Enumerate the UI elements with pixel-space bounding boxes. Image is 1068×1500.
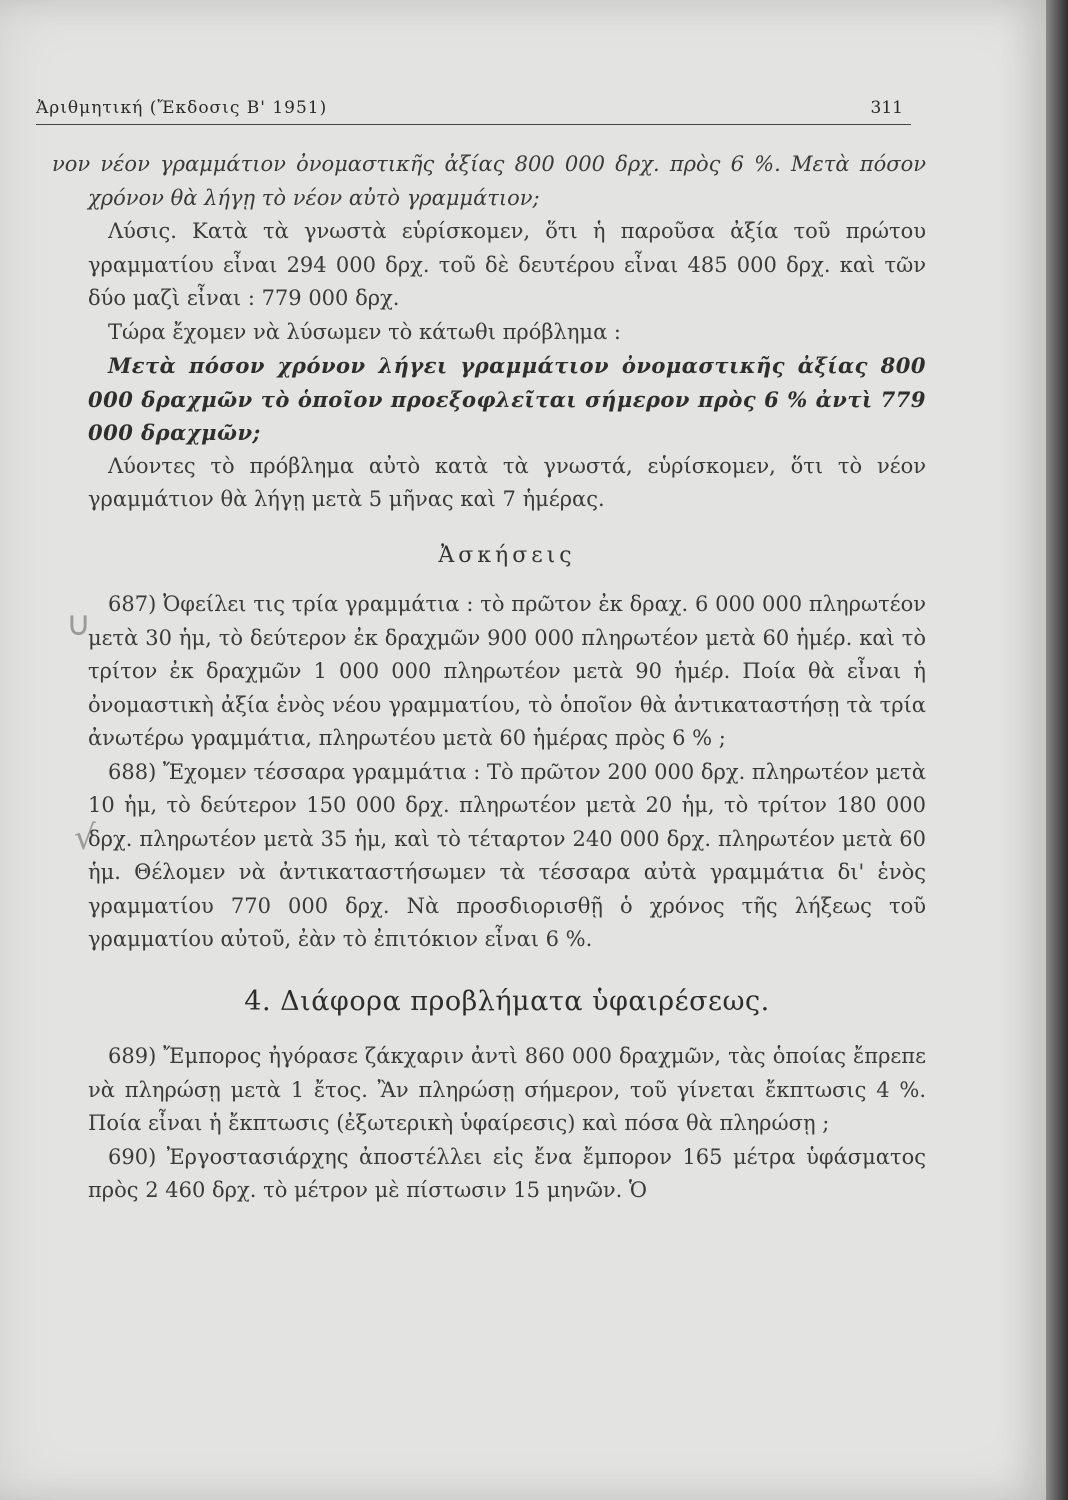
solution-paragraph: Λύσις. Κατὰ τὰ γνωστὰ εὑρίσκομεν, ὅτι ἡ παροῦσα ἀξία τοῦ πρώτου γραμματίου εἶναι 294 000 δρχ. τοῦ δὲ δευτέρου εἶναι 485 000 δρχ. καὶ τῶν δύο μαζὶ εἶναι : 779 000 δρχ. <box>88 219 926 310</box>
exercise-687: 687) Ὀφείλει τις τρία γραμμάτια : τὸ πρῶτον ἐκ δραχ. 6 000 000 πληρωτέον μετὰ 30 ἡμ, τὸ δεύτερον ἐκ δραχμῶν 900 000 πληρωτέον μετὰ 60 ἡμέρ. καὶ τὸ τρίτον ἐκ δραχμῶν 1 000 000 πληρωτέον μετὰ 90 ἡμέρ. Ποία θὰ εἶναι ἡ ὀνομαστικὴ ἀξία ἑνὸς νέου γραμματίου, τὸ ὁποῖον θὰ ἀντικαταστήσῃ τὰ τρία ἀνωτέρω γραμμάτια, πληρωτέου μετὰ 60 ἡμέρας πρὸς 6 % ; <box>88 592 926 750</box>
exercises-heading: Ἀσκήσεις <box>438 542 576 568</box>
page-edge-shadow <box>1046 0 1068 1500</box>
solution-result: Λύοντες τὸ πρόβλημα αὐτὸ κατὰ τὰ γνωστά, εὑρίσκομεν, ὅτι τὸ νέον γραμμάτιον θὰ λήγῃ μετὰ 5 μῆνας καὶ 7 ἡμέρας. <box>88 453 926 511</box>
exercise-688: 688) Ἔχομεν τέσσαρα γραμμάτια : Τὸ πρῶτον 200 000 δρχ. πληρωτέον μετὰ 10 ἡμ, τὸ δεύτερον 150 000 δρχ. πληρωτέον μετὰ 20 ἡμ, τὸ τρίτον 180 000 δρχ. πληρωτέον μετὰ 35 ἡμ, καὶ τὸ τέταρτον 240 000 δρχ. πληρωτέον μετὰ 60 ἡμ. Θέλομεν νὰ ἀντικαταστήσωμεν τὰ τέσσαρα αὐτὰ γραμμάτια δι' ἑνὸς γραμματίου 770 000 δρχ. Νὰ προσδιορισθῇ ὁ χρόνος τῆς λήξεως τοῦ γραμματίου αὐτοῦ, ἐὰν τὸ ἐπιτόκιον εἶναι 6 %. <box>88 759 926 951</box>
restated-problem: Μετὰ πόσον χρόνον λήγει γραμμάτιον ὀνομαστικῆς ἀξίας 800 000 δραχμῶν τὸ ὁποῖον προεξοφλεῖται σήμερον πρὸς 6 % ἀντὶ 779 000 δραχμῶν; <box>88 353 926 445</box>
problem-intro: Τώρα ἔχομεν νὰ λύσωμεν τὸ κάτωθι πρόβλημα : <box>108 319 622 344</box>
section-title: 4. Διάφορα προβλήματα ὑφαιρέσεως. <box>244 985 770 1017</box>
problem-689: 689) Ἔμπορος ἠγόρασε ζάκχαριν ἀντὶ 860 000 δραχμῶν, τὰς ὁποίας ἔπρεπε νὰ πληρώσῃ μετὰ 1 ἔτος. Ἂν πληρώσῃ σήμερον, τοῦ γίνεται ἔκπτωσις 4 %. Ποία εἶναι ἡ ἔκπτωσις (ἐξωτερικὴ ὑφαίρεσις) καὶ πόσα θὰ πληρώσῃ ; <box>88 1044 926 1135</box>
header-title: Ἀριθμητική (Ἔκδοσις Β' 1951) <box>36 98 328 118</box>
pencil-mark-tick: √ <box>74 818 96 858</box>
page-body <box>52 148 926 1208</box>
running-header <box>36 96 911 125</box>
pencil-mark-check: ∪ <box>66 604 91 644</box>
page-number: 311 <box>870 98 903 118</box>
solution-continuation: νον νέον γραμμάτιον ὀνομαστικῆς ἀξίας 800 000 δρχ. πρὸς 6 %. Μετὰ πόσον χρόνον θὰ λήγῃ τὸ νέον αὐτὸ γραμμάτιον; <box>52 152 926 210</box>
problem-690: 690) Ἐργοστασιάρχης ἀποστέλλει εἰς ἔνα ἔμπορον 165 μέτρα ὑφάσματος πρὸς 2 460 δρχ. τὸ μέτρον μὲ πίστωσιν 15 μηνῶν. Ὁ <box>88 1144 926 1202</box>
